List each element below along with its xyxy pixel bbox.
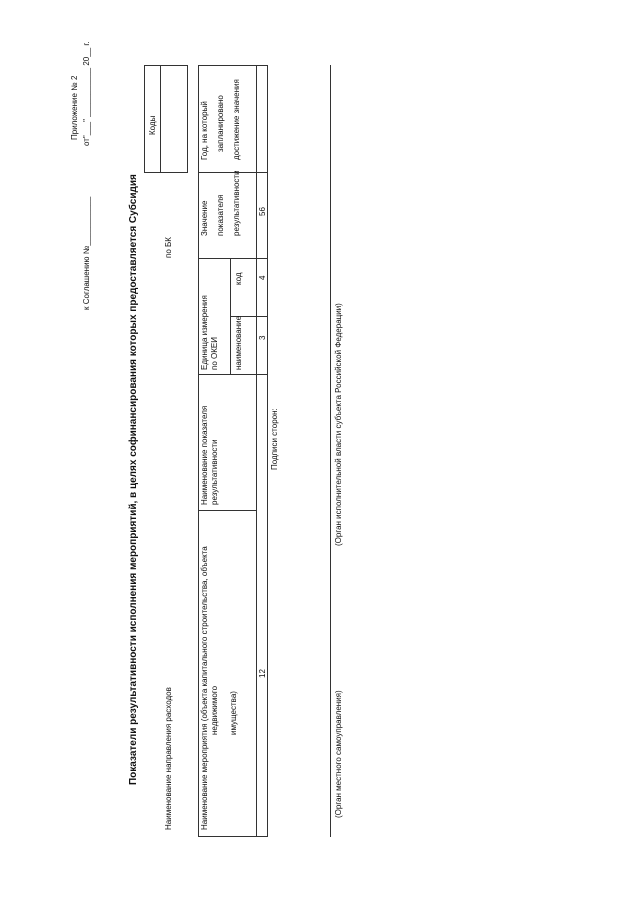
col-indicator-name-header: Наименование показателя результативности [200, 405, 219, 505]
regional-authority-label: (Орган исполнительной власти субъекта Российской Федерации) [334, 303, 343, 546]
agreement-reference: к Соглашению №___________ [82, 196, 91, 310]
codes-header: Коды [148, 115, 157, 135]
col-unit-name-subheader: наименование [234, 315, 243, 370]
bk-label: по БК [164, 237, 173, 258]
col-value-header: Значение показателя результативности [200, 170, 241, 236]
signatures-label: Подписи сторон: [270, 408, 279, 470]
col-number-3: 3 [258, 335, 267, 340]
col-number-4: 4 [258, 275, 267, 280]
col-unit-code-subheader: код [234, 272, 243, 285]
col-number-12: 12 [258, 669, 267, 678]
appendix-line2: от"___" ___________ 20__ г. [82, 41, 91, 146]
col-unit-header: Единица измерения по ОКЕИ [200, 295, 219, 370]
signature-line [330, 65, 331, 837]
appendix-line1: Приложение № 2 [70, 75, 79, 140]
col-number-56: 56 [258, 207, 267, 216]
col-event-name-header: Наименование мероприятия (объекта капитального строительства, объекта недвижимого имущества) [200, 546, 238, 830]
local-authority-label: (Орган местного самоуправления) [334, 690, 343, 818]
document-title: Показатели результативности исполнения мероприятий, в целях софинансирования которых предоставляется Субсидия [128, 174, 139, 785]
direction-label: Наименование направления расходов [164, 687, 173, 830]
col-year-header: Год, на который запланировано достижение значения [200, 79, 241, 160]
